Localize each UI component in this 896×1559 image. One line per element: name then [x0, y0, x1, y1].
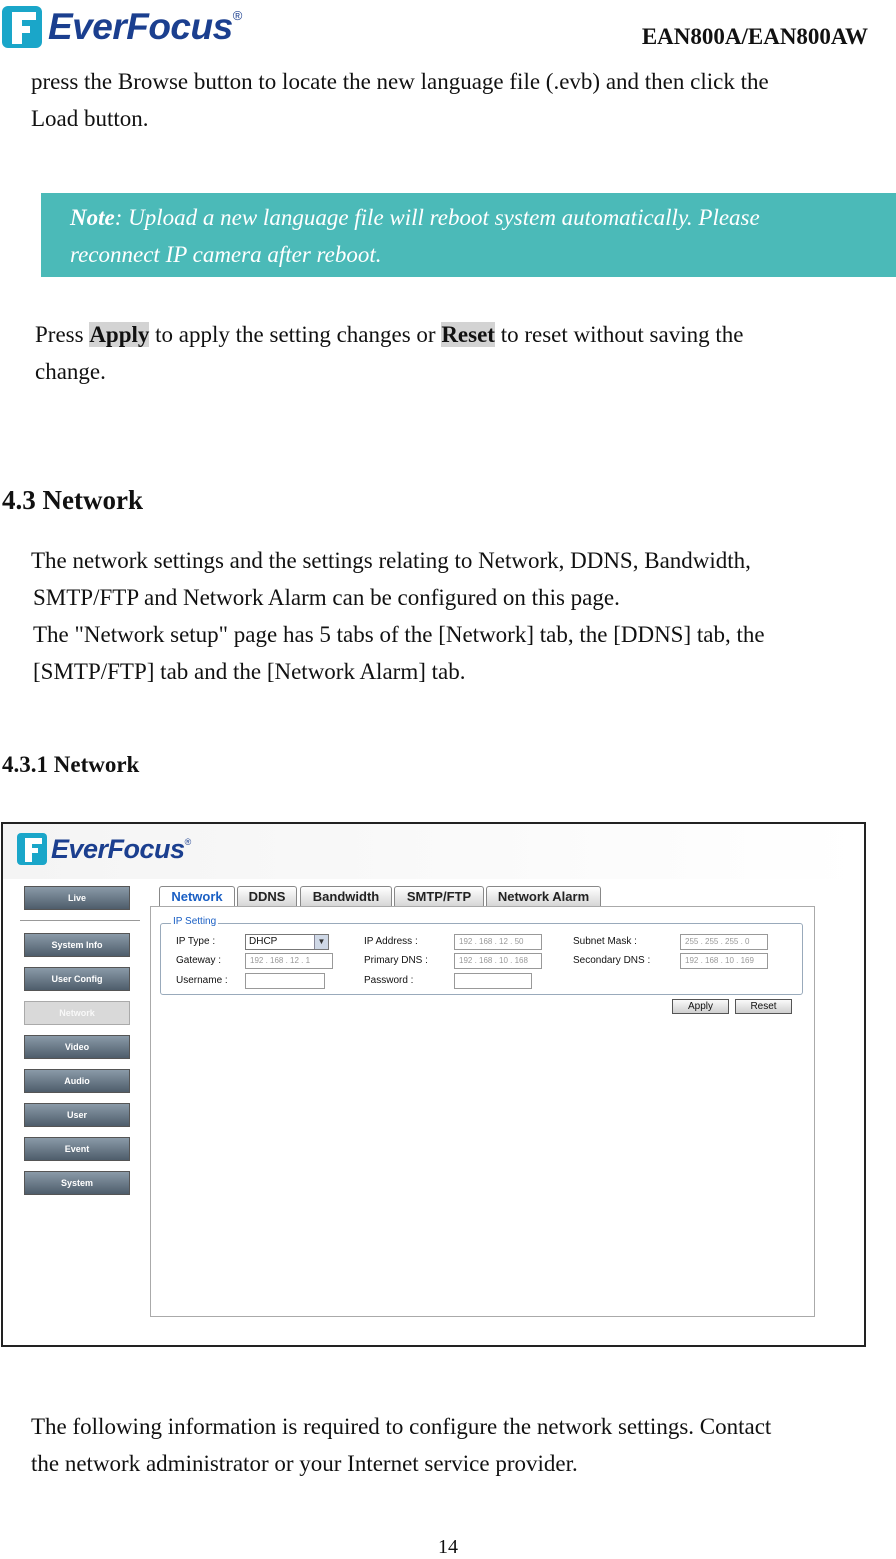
reset-button[interactable]: Reset [735, 999, 792, 1014]
sidebar-item-network[interactable]: Network [24, 1001, 130, 1025]
sidebar-item-user[interactable]: User [24, 1103, 130, 1127]
section-p1-line-2: SMTP/FTP and Network Alarm can be configured on this page. [33, 585, 620, 610]
password-label: Password : [364, 975, 414, 986]
username-label: Username : [176, 975, 228, 986]
section-p2-line-1: The "Network setup" page has 5 tabs of the [Network] tab, the [DDNS] tab, the [33, 622, 765, 647]
tab-network-alarm[interactable]: Network Alarm [486, 886, 601, 906]
note-box [41, 193, 896, 277]
sidebar-item-user-config[interactable]: User Config [24, 967, 130, 991]
ip-type-label: IP Type : [176, 936, 216, 947]
logo-brand-text: EverFocus [48, 6, 233, 47]
apply-text-press: Press [35, 322, 90, 347]
closing-paragraph [31, 1408, 771, 1482]
sidebar-divider [20, 920, 140, 921]
intro-paragraph [31, 63, 769, 137]
note-line-1: : Upload a new language file will reboot system automatically. Please [114, 205, 760, 230]
password-field[interactable] [454, 973, 532, 989]
section-paragraph [31, 542, 765, 690]
section-p2-line-2: [SMTP/FTP] tab and the [Network Alarm] tab. [33, 659, 466, 684]
screenshot-logo-text: EverFocus [51, 833, 185, 864]
tab-network[interactable]: Network [159, 886, 235, 906]
sidebar-item-event[interactable]: Event [24, 1137, 130, 1161]
screenshot-registered-mark: ® [184, 837, 192, 847]
ip-setting-legend: IP Setting [173, 916, 217, 927]
ip-address-field[interactable]: 192 . 168 . 12 . 50 [454, 934, 542, 950]
screenshot-logo-icon [17, 833, 47, 865]
apply-button[interactable]: Apply [672, 999, 729, 1014]
closing-line-2: the network administrator or your Internet service provider. [31, 1451, 578, 1476]
sidebar-item-video[interactable]: Video [24, 1035, 130, 1059]
ip-type-select[interactable] [245, 934, 329, 950]
ip-type-value: DHCP [249, 936, 278, 947]
chevron-down-icon: ▼ [314, 935, 328, 949]
secondary-dns-field[interactable]: 192 . 168 . 10 . 169 [680, 953, 768, 969]
section-heading: 4.3 Network [2, 485, 143, 515]
note-label: Note [70, 205, 115, 230]
screenshot-header [3, 824, 864, 879]
apply-text-middle: to apply the setting changes or [149, 322, 442, 347]
subsection-heading: 4.3.1 Network [2, 752, 140, 777]
tab-smtp-ftp[interactable]: SMTP/FTP [394, 886, 484, 906]
sidebar-item-system-info[interactable]: System Info [24, 933, 130, 957]
section-p1-line-1: The network settings and the settings relating to Network, DDNS, Bandwidth, [31, 548, 751, 573]
secondary-dns-label: Secondary DNS : [573, 955, 651, 966]
subnet-mask-label: Subnet Mask : [573, 936, 637, 947]
primary-dns-field[interactable]: 192 . 168 . 10 . 168 [454, 953, 542, 969]
network-setup-screenshot [1, 822, 866, 1347]
apply-text-end: to reset without saving the [494, 322, 744, 347]
apply-text-line-2: change. [35, 359, 106, 384]
ip-address-label: IP Address : [364, 936, 418, 947]
sidebar-live-button[interactable]: Live [24, 886, 130, 910]
sidebar-item-audio[interactable]: Audio [24, 1069, 130, 1093]
gateway-field[interactable]: 192 . 168 . 12 . 1 [245, 953, 333, 969]
apply-keyword: Apply [89, 322, 150, 347]
note-line-2: reconnect IP camera after reboot. [70, 242, 382, 267]
username-field[interactable] [245, 973, 325, 989]
intro-line-1: press the Browse button to locate the new language file (.evb) and then click the [31, 69, 769, 94]
network-settings-panel [150, 906, 815, 1317]
ip-setting-group [160, 916, 803, 995]
sidebar-item-system[interactable]: System [24, 1171, 130, 1195]
intro-line-2: Load button. [31, 106, 149, 131]
screenshot-logo [17, 833, 191, 865]
reset-keyword: Reset [441, 322, 495, 347]
gateway-label: Gateway : [176, 955, 222, 966]
registered-mark: ® [232, 8, 243, 23]
apply-reset-paragraph [35, 316, 743, 390]
everfocus-logo [2, 4, 242, 50]
tab-ddns[interactable]: DDNS [237, 886, 297, 906]
model-number: EAN800A/EAN800AW [641, 24, 868, 49]
subnet-mask-field[interactable]: 255 . 255 . 255 . 0 [680, 934, 768, 950]
tab-bandwidth[interactable]: Bandwidth [300, 886, 392, 906]
page-number: 14 [438, 1536, 458, 1558]
primary-dns-label: Primary DNS : [364, 955, 428, 966]
closing-line-1: The following information is required to configure the network settings. Contact [31, 1414, 772, 1439]
everfocus-logo-icon [2, 6, 42, 48]
